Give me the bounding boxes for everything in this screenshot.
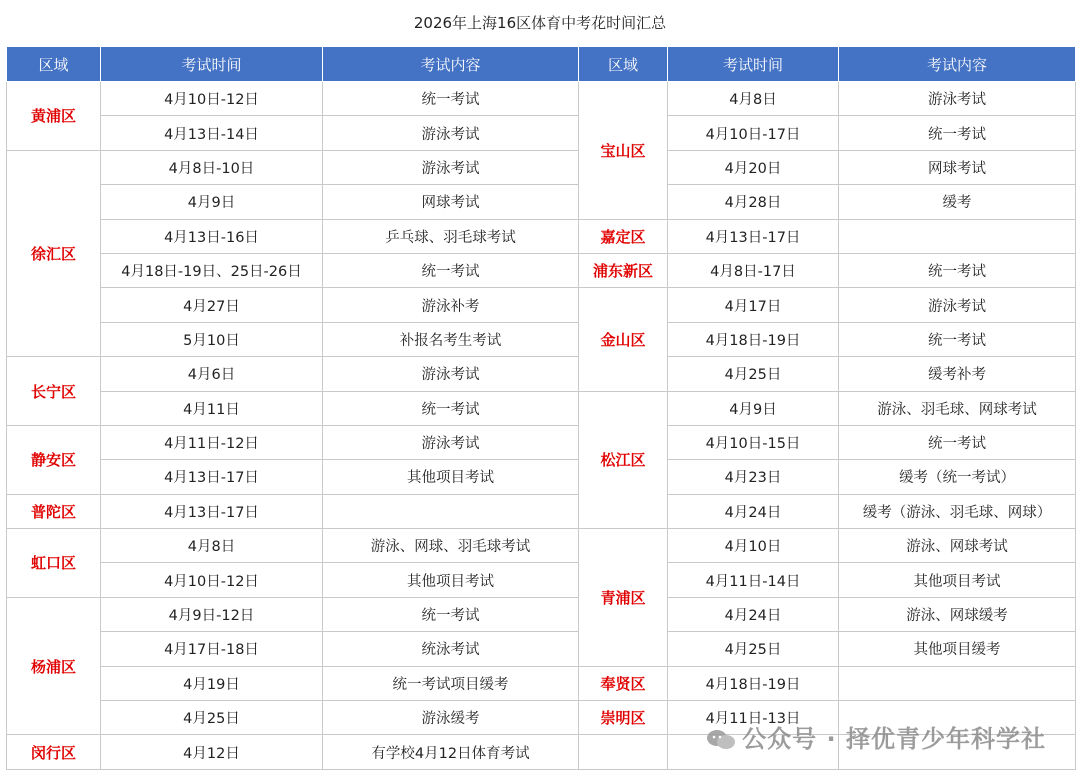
time-cell: 4月11日-12日 xyxy=(101,425,323,459)
district-cell: 浦东新区 xyxy=(579,253,668,287)
time-cell: 5月10日 xyxy=(101,322,323,356)
content-cell: 其他项目考试 xyxy=(839,563,1076,597)
district-cell: 崇明区 xyxy=(579,701,668,735)
content-cell xyxy=(839,666,1076,700)
district-cell: 黄浦区 xyxy=(7,82,101,151)
header-row xyxy=(7,47,1076,82)
header-content-left: 考试内容 xyxy=(323,47,579,82)
content-cell: 网球考试 xyxy=(323,185,579,219)
content-cell: 统一考试 xyxy=(839,425,1076,459)
time-cell: 4月13日-14日 xyxy=(101,116,323,150)
content-cell: 统一考试 xyxy=(839,116,1076,150)
content-cell xyxy=(323,494,579,528)
content-cell: 游泳考试 xyxy=(839,82,1076,116)
district-cell: 青浦区 xyxy=(579,529,668,667)
time-cell: 4月9日-12日 xyxy=(101,597,323,631)
content-cell: 游泳、网球考试 xyxy=(839,529,1076,563)
table-row xyxy=(7,150,1076,184)
time-cell: 4月23日 xyxy=(668,460,839,494)
empty-cell xyxy=(579,735,668,769)
content-cell: 乒乓球、羽毛球考试 xyxy=(323,219,579,253)
table-row xyxy=(7,116,1076,150)
content-cell: 其他项目缓考 xyxy=(839,632,1076,666)
time-cell: 4月11日 xyxy=(101,391,323,425)
time-cell: 4月17日 xyxy=(668,288,839,322)
time-cell: 4月20日 xyxy=(668,150,839,184)
content-cell: 统一考试 xyxy=(323,253,579,287)
content-cell: 有学校4月12日体育考试 xyxy=(323,735,579,769)
time-cell: 4月10日-17日 xyxy=(668,116,839,150)
time-cell: 4月18日-19日、25日-26日 xyxy=(101,253,323,287)
content-cell: 缓考（游泳、羽毛球、网球） xyxy=(839,494,1076,528)
time-cell: 4月19日 xyxy=(101,666,323,700)
table-row xyxy=(7,219,1076,253)
content-cell: 统一考试项目缓考 xyxy=(323,666,579,700)
content-cell: 游泳、网球缓考 xyxy=(839,597,1076,631)
content-cell: 游泳缓考 xyxy=(323,701,579,735)
header-district-right: 区域 xyxy=(579,47,668,82)
district-cell: 长宁区 xyxy=(7,357,101,426)
time-cell: 4月25日 xyxy=(101,701,323,735)
content-cell: 统一考试 xyxy=(839,253,1076,287)
table-row xyxy=(7,185,1076,219)
time-cell: 4月10日-12日 xyxy=(101,563,323,597)
table-row xyxy=(7,288,1076,322)
district-cell: 金山区 xyxy=(579,288,668,391)
table-row xyxy=(7,357,1076,391)
district-cell: 嘉定区 xyxy=(579,219,668,253)
content-cell: 补报名考生考试 xyxy=(323,322,579,356)
time-cell: 4月8日-10日 xyxy=(101,150,323,184)
district-cell: 松江区 xyxy=(579,391,668,529)
table-row xyxy=(7,391,1076,425)
district-cell: 普陀区 xyxy=(7,494,101,528)
time-cell: 4月13日-17日 xyxy=(101,494,323,528)
wechat-icon xyxy=(706,729,736,751)
table-row xyxy=(7,425,1076,459)
time-cell: 4月11日-14日 xyxy=(668,563,839,597)
content-cell: 统一考试 xyxy=(323,391,579,425)
time-cell: 4月24日 xyxy=(668,494,839,528)
time-cell: 4月28日 xyxy=(668,185,839,219)
district-cell: 杨浦区 xyxy=(7,597,101,735)
content-cell: 其他项目考试 xyxy=(323,563,579,597)
district-cell: 奉贤区 xyxy=(579,666,668,700)
time-cell: 4月9日 xyxy=(101,185,323,219)
watermark-text: 公众号 · 择优青少年科学社 xyxy=(742,725,1046,753)
content-cell: 游泳考试 xyxy=(323,357,579,391)
time-cell: 4月25日 xyxy=(668,357,839,391)
header-content-right: 考试内容 xyxy=(839,47,1076,82)
content-cell xyxy=(839,219,1076,253)
content-cell: 统一考试 xyxy=(323,82,579,116)
district-cell: 静安区 xyxy=(7,425,101,494)
time-cell: 4月8日 xyxy=(668,82,839,116)
time-cell: 4月18日-19日 xyxy=(668,322,839,356)
district-cell: 宝山区 xyxy=(579,82,668,220)
time-cell: 4月13日-17日 xyxy=(101,460,323,494)
time-cell: 4月9日 xyxy=(668,391,839,425)
time-cell: 4月8日 xyxy=(101,529,323,563)
time-cell: 4月27日 xyxy=(101,288,323,322)
content-cell: 统一考试 xyxy=(323,597,579,631)
time-cell: 4月11日-13日 xyxy=(668,701,839,735)
time-cell: 4月13日-16日 xyxy=(101,219,323,253)
time-cell: 4月10日-15日 xyxy=(668,425,839,459)
time-cell: 4月10日-12日 xyxy=(101,82,323,116)
content-cell: 游泳补考 xyxy=(323,288,579,322)
time-cell: 4月25日 xyxy=(668,632,839,666)
header-time-left: 考试时间 xyxy=(101,47,323,82)
time-cell: 4月18日-19日 xyxy=(668,666,839,700)
content-cell: 缓考补考 xyxy=(839,357,1076,391)
content-cell: 缓考（统一考试） xyxy=(839,460,1076,494)
table-row xyxy=(7,632,1076,666)
content-cell: 游泳考试 xyxy=(323,116,579,150)
content-cell: 统泳考试 xyxy=(323,632,579,666)
district-cell: 闵行区 xyxy=(7,735,101,769)
content-cell: 游泳、羽毛球、网球考试 xyxy=(839,391,1076,425)
table-row xyxy=(7,597,1076,631)
table-row xyxy=(7,563,1076,597)
table-row xyxy=(7,529,1076,563)
content-cell: 游泳考试 xyxy=(839,288,1076,322)
exam-schedule-table xyxy=(6,46,1076,770)
content-cell: 统一考试 xyxy=(839,322,1076,356)
header-time-right: 考试时间 xyxy=(668,47,839,82)
content-cell: 游泳考试 xyxy=(323,425,579,459)
watermark xyxy=(706,719,1046,754)
time-cell: 4月13日-17日 xyxy=(668,219,839,253)
content-cell: 缓考 xyxy=(839,185,1076,219)
time-cell: 4月17日-18日 xyxy=(101,632,323,666)
time-cell: 4月10日 xyxy=(668,529,839,563)
district-cell: 徐汇区 xyxy=(7,150,101,356)
table-row xyxy=(7,82,1076,116)
content-cell: 游泳、网球、羽毛球考试 xyxy=(323,529,579,563)
time-cell: 4月24日 xyxy=(668,597,839,631)
table-row xyxy=(7,494,1076,528)
table-title: 2026年上海16区体育中考花时间汇总 xyxy=(413,14,667,32)
table-row xyxy=(7,666,1076,700)
table-row xyxy=(7,253,1076,287)
time-cell: 4月6日 xyxy=(101,357,323,391)
content-cell: 网球考试 xyxy=(839,150,1076,184)
time-cell: 4月8日-17日 xyxy=(668,253,839,287)
district-cell: 虹口区 xyxy=(7,529,101,598)
content-cell: 其他项目考试 xyxy=(323,460,579,494)
header-district-left: 区域 xyxy=(7,47,101,82)
table-row xyxy=(7,460,1076,494)
content-cell: 游泳考试 xyxy=(323,150,579,184)
table-row xyxy=(7,322,1076,356)
time-cell: 4月12日 xyxy=(101,735,323,769)
